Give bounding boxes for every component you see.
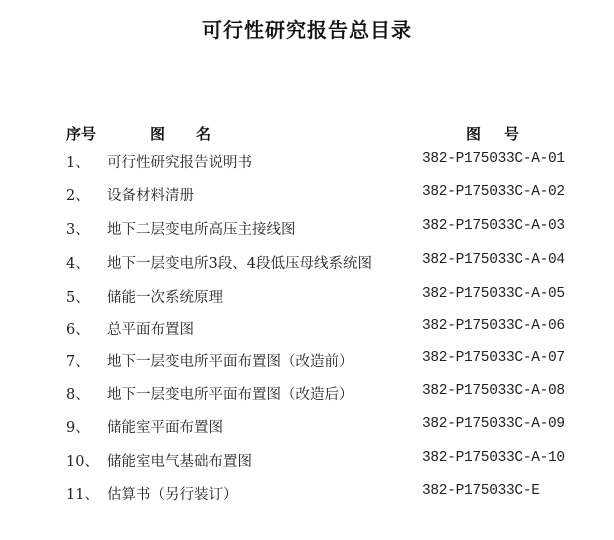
row-name: 估算书（另行装订）	[107, 487, 238, 503]
row-name: 地下一层变电所平面布置图（改造前）	[107, 354, 354, 370]
header-index: 序号	[66, 125, 97, 143]
table-row	[0, 416, 614, 440]
row-code: 382-P175033C-A-09	[422, 416, 565, 432]
row-name: 可行性研究报告说明书	[107, 155, 252, 171]
row-name: 地下二层变电所高压主接线图	[107, 222, 296, 238]
row-code: 382-P175033C-A-10	[422, 450, 565, 466]
row-index: 10、	[66, 454, 99, 470]
row-code: 382-P175033C-A-07	[422, 350, 565, 366]
row-code: 382-P175033C-A-03	[422, 218, 565, 234]
row-index: 4、	[66, 256, 90, 272]
row-index: 8、	[66, 387, 90, 403]
row-index: 1、	[66, 155, 90, 171]
table-row	[0, 483, 614, 507]
document-title: 可行性研究报告总目录	[202, 18, 412, 42]
table-row	[0, 184, 614, 208]
row-name: 地下一层变电所平面布置图（改造后）	[107, 387, 354, 403]
table-row	[0, 252, 614, 276]
row-code: 382-P175033C-A-04	[422, 252, 565, 268]
row-code: 382-P175033C-A-06	[422, 318, 565, 334]
row-code: 382-P175033C-A-02	[422, 184, 565, 200]
row-code: 382-P175033C-E	[422, 483, 540, 499]
row-index: 9、	[66, 420, 90, 436]
table-row	[0, 350, 614, 374]
row-index: 7、	[66, 354, 90, 370]
header-name: 图 名	[150, 125, 220, 143]
row-name: 储能室平面布置图	[107, 420, 223, 436]
table-row	[0, 383, 614, 407]
row-code: 382-P175033C-A-05	[422, 286, 565, 302]
row-index: 2、	[66, 188, 90, 204]
row-index: 3、	[66, 222, 90, 238]
row-index: 11、	[66, 487, 99, 503]
table-row	[0, 450, 614, 474]
header-code: 图 号	[466, 125, 524, 143]
table-row	[0, 218, 614, 242]
row-name: 储能室电气基础布置图	[107, 454, 252, 470]
table-row	[0, 318, 614, 342]
table-row	[0, 151, 614, 175]
row-name: 总平面布置图	[107, 322, 194, 338]
row-code: 382-P175033C-A-01	[422, 151, 565, 167]
table-row	[0, 286, 614, 310]
row-name: 储能一次系统原理	[107, 290, 223, 306]
row-code: 382-P175033C-A-08	[422, 383, 565, 399]
row-index: 6、	[66, 322, 90, 338]
row-index: 5、	[66, 290, 90, 306]
row-name: 地下一层变电所3段、4段低压母线系统图	[107, 256, 372, 272]
row-name: 设备材料清册	[107, 188, 194, 204]
